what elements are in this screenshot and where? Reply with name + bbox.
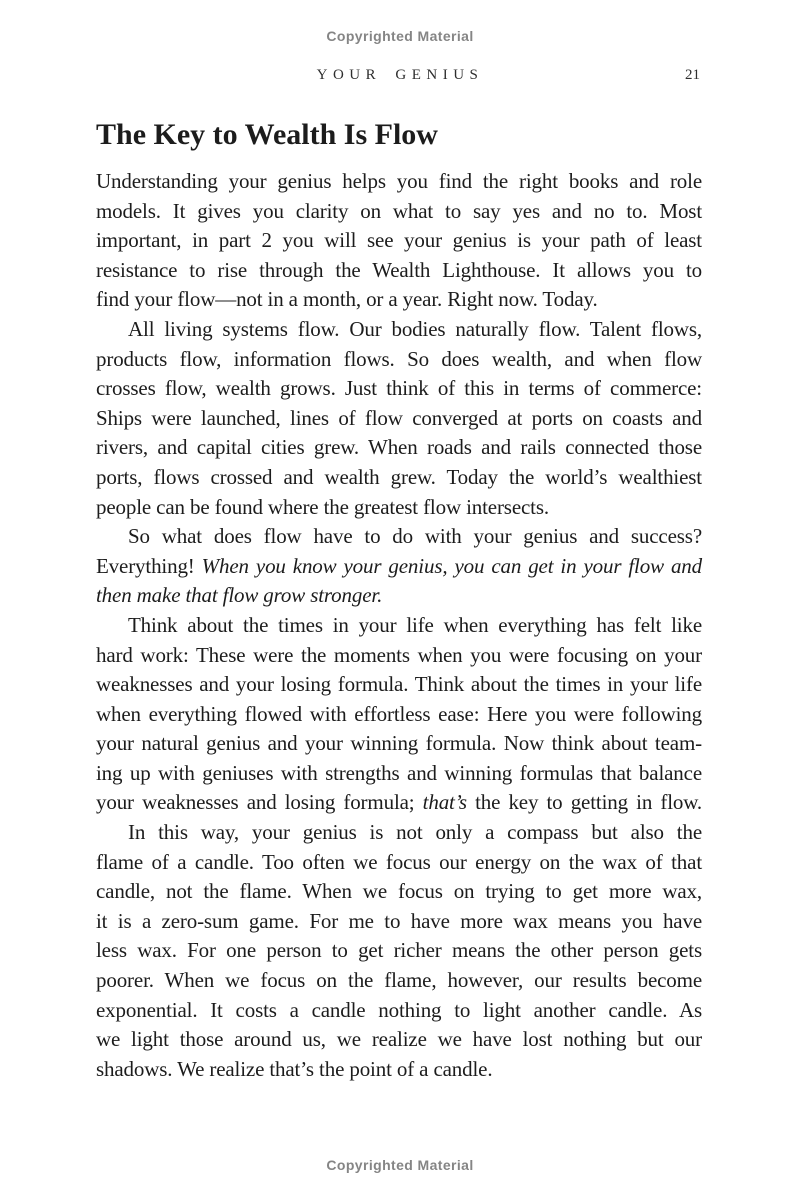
text-line [96,581,702,611]
text-segment: resistance to rise through the Wealth Lighthouse. It allows you to [96,257,702,282]
text-segment: we light those around us, we realize we have lost nothing but our [96,1027,702,1052]
text-segment: find your flow—not in a month, or a year. Right now. Today. [96,287,598,312]
text-line [96,552,702,582]
running-head-row [0,64,800,86]
text-segment: people can be found where the greatest flow intersects. [96,494,549,519]
text-segment: important, in part 2 you will see your genius is your path of least [96,228,702,253]
text-segment: weaknesses and your losing formula. Think about the times in your life [96,672,702,697]
text-line [96,907,702,937]
text-segment: In this way, your genius is not only a compass but also the [128,820,702,845]
text-line [96,285,702,315]
text-line [96,729,702,759]
text-line [96,996,702,1026]
text-segment: your natural genius and your winning formula. Now think about team- [96,731,702,756]
text-segment: models. It gives you clarity on what to say yes and no to. Most [96,198,702,223]
italic-text-segment: then make that flow grow stronger. [96,583,383,608]
text-line [96,1055,702,1085]
text-segment: hard work: These were the moments when you were focusing on your [96,642,702,667]
text-segment: Understanding your genius helps you find the right books and role [96,169,702,193]
text-segment: poorer. When we focus on the flame, however, our results become [96,968,702,993]
text-line [96,315,702,345]
text-line [96,404,702,434]
text-segment: it is a zero-sum game. For me to have more wax means you have [96,908,702,933]
text-segment: when everything flowed with effortless ease: Here you were following [96,701,702,726]
page-number: 21 [685,67,700,83]
text-line [96,848,702,878]
text-segment: crosses flow, wealth grows. Just think of this in terms of commerce: [96,376,702,401]
text-segment: ing up with geniuses with strengths and winning formulas that balance [96,760,702,785]
text-line [96,641,702,671]
text-segment: flame of a candle. Too often we focus our energy on the wax of that [96,849,702,874]
italic-text-segment: When you know your genius, you can get in your flow and [201,553,702,578]
text-line [96,226,702,256]
text-segment: Ships were launched, lines of flow converged at ports on coasts and [96,405,702,430]
text-line [96,611,702,641]
text-line [96,670,702,700]
text-line [96,818,702,848]
text-line [96,374,702,404]
copyright-notice-bottom: Copyrighted Material [326,1157,474,1173]
text-segment: your weaknesses and losing formula; [96,790,423,815]
body-text [96,167,702,1084]
text-line [96,433,702,463]
text-segment: Everything! [96,553,202,578]
text-segment: the key to getting in flow. [466,790,702,815]
text-segment: rivers, and capital cities grew. When roads and rails connected those [96,435,702,460]
text-line [96,493,702,523]
text-line [96,966,702,996]
text-segment: ports, flows crossed and wealth grew. Today the world’s wealthiest [96,464,702,489]
chapter-heading: The Key to Wealth Is Flow [96,118,438,151]
text-segment: All living systems flow. Our bodies naturally flow. Talent flows, [128,316,702,341]
text-line [96,936,702,966]
text-segment: Think about the times in your life when everything has felt like [128,612,702,637]
text-line [96,1025,702,1055]
text-line [96,522,702,552]
text-line [96,877,702,907]
text-line [96,345,702,375]
text-line [96,197,702,227]
text-line [96,788,702,818]
text-line [96,700,702,730]
text-segment: exponential. It costs a candle nothing to light another candle. As [96,997,702,1022]
text-line [96,256,702,286]
text-line [96,463,702,493]
running-head: YOUR GENIUS [316,67,484,83]
text-line [96,167,702,197]
text-line [96,759,702,789]
text-segment: less wax. For one person to get richer means the other person gets [96,938,702,963]
text-segment: shadows. We realize that’s the point of a candle. [96,1056,493,1081]
text-segment: products flow, information flows. So does wealth, and when flow [96,346,702,371]
italic-text-segment: that’s [422,790,467,815]
text-segment: So what does flow have to do with your genius and success? [128,524,702,549]
text-segment: candle, not the flame. When we focus on trying to get more wax, [96,879,702,904]
copyright-notice-top: Copyrighted Material [326,28,474,44]
